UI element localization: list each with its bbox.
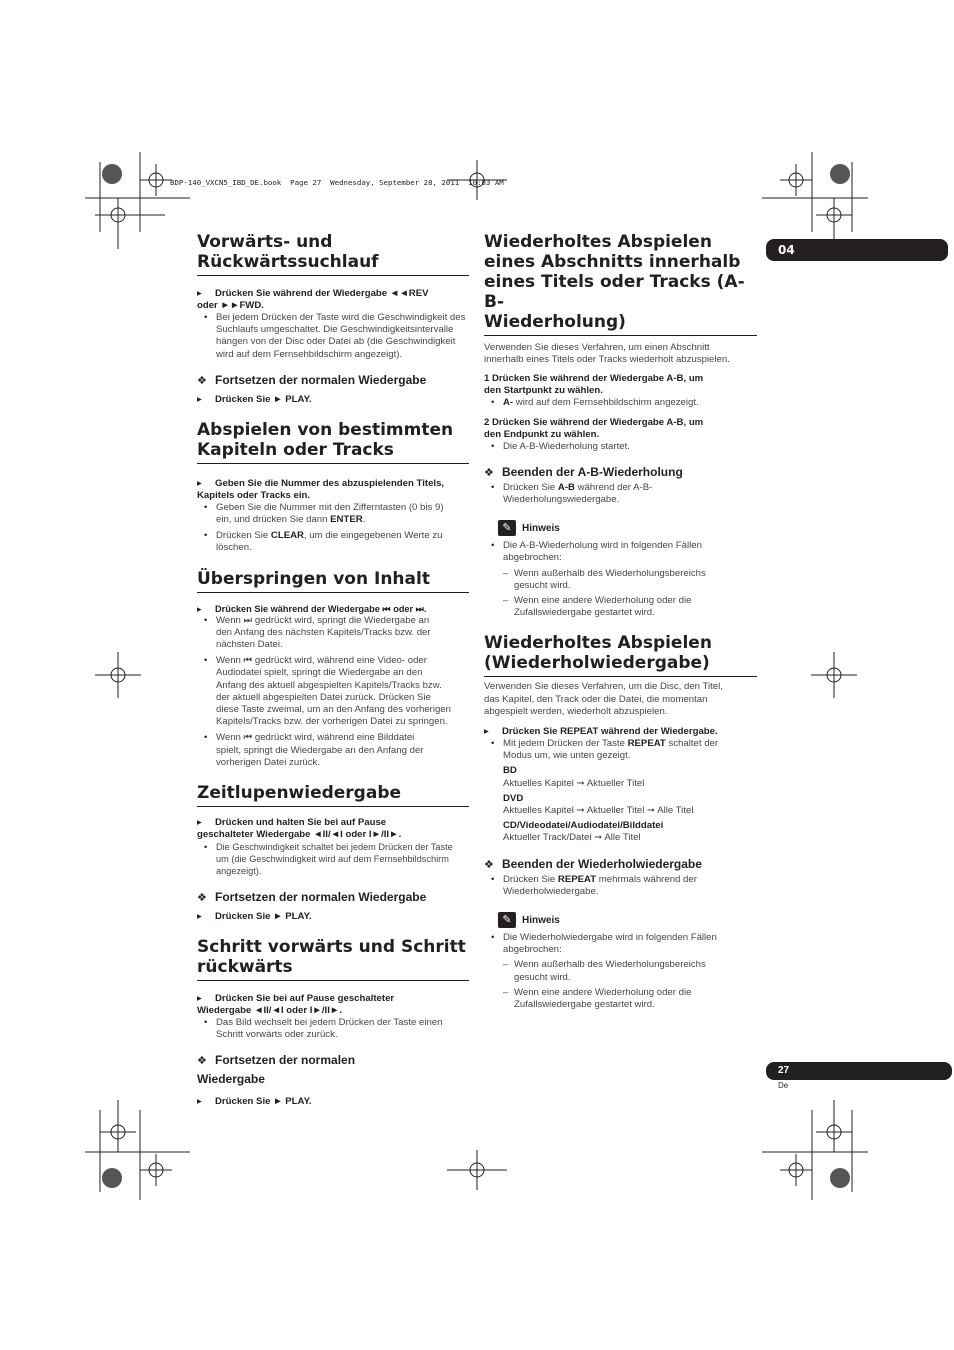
- step-cont: geschalteter Wiedergabe ◄II/◄I oder I►/II►.: [197, 829, 402, 841]
- subsection-title: ❖ Fortsetzen der normalen Wiedergabe: [197, 1053, 356, 1087]
- dash-item: – Wenn außerhalb des Wiederholungsbereichs gesucht wird.: [484, 959, 757, 983]
- step: ▸ Drücken Sie ► PLAY.: [197, 910, 312, 922]
- step: ▸ Drücken Sie ► PLAY.: [197, 1096, 312, 1108]
- step: ▸ Drücken und halten Sie bei auf Pause: [197, 817, 387, 829]
- mode-sequence: Aktuelles Kapitel ➞ Aktueller Titel: [503, 777, 645, 789]
- page-number: 27: [766, 1062, 952, 1080]
- mode-label: DVD: [503, 792, 524, 804]
- step-cont: oder ►►FWD.: [197, 300, 264, 311]
- step-cont: Wiedergabe ◄II/◄I oder I►/II►.: [197, 1004, 343, 1016]
- note-pencil-icon: ✎: [498, 912, 516, 928]
- left-column: [197, 232, 469, 1108]
- bullet: • Die Wiederholwiedergabe wird in folgenden Fällen abgebrochen:: [484, 932, 757, 956]
- note-pencil-icon: ✎: [498, 520, 516, 536]
- bullet: • Wenn ⏮ gedrückt wird, während eine Video- oder Audiodatei spielt, springt die Wiedergabe an den Anfang des aktuell abgespielten Kapitels/Tracks bzw. der aktuell abgespielten Datei zurück. Drücken Sie diese Taste zweimal, um an den Anfang des vorherigen Kapitels/Tracks bzw. der vorherigen Datei zu springen.: [197, 655, 469, 728]
- numbered-step: 2 Drücken Sie während der Wiedergabe A-B, um den Endpunkt zu wählen.: [484, 416, 704, 440]
- note-heading: ✎ Hinweis: [484, 912, 757, 928]
- section-title: Überspringen von Inhalt: [197, 569, 469, 593]
- step: ▸ Geben Sie die Nummer des abzuspielenden Titels,: [197, 477, 445, 489]
- section-title: Wiederholtes Abspielen (Wiederholwiedergabe): [484, 633, 757, 677]
- bullet: • Wenn ⏮ gedrückt wird, während eine Bilddatei spielt, springt die Wiedergabe an den Anfang der vorherigen Datei zurück.: [197, 732, 469, 769]
- mode-label: CD/Videodatei/Audiodatei/Bilddatei: [503, 820, 664, 832]
- mode-sequence: Aktuelles Kapitel ➞ Aktueller Titel ➞ Alle Titel: [503, 805, 694, 817]
- bullet: • Drücken Sie A-B während der A-B- Wiederholungswiedergabe.: [484, 482, 757, 506]
- bullet: • A- wird auf dem Fernsehbildschirm angezeigt.: [484, 397, 757, 409]
- step: ▸ Drücken Sie ► PLAY.: [197, 393, 312, 405]
- bullet: • Die Geschwindigkeit schaltet bei jedem Drücken der Taste um (die Geschwindigkeit wird auf dem Fernsehbildschirm angezeigt).: [197, 841, 469, 878]
- bullet: • Wenn ⏭ gedrückt wird, springt die Wiedergabe an den Anfang des nächsten Kapitels/Tracks bzw. der nächsten Datei.: [197, 615, 469, 652]
- dash-item: – Wenn außerhalb des Wiederholungsbereichs gesucht wird.: [484, 568, 757, 592]
- note-heading: ✎ Hinweis: [484, 520, 757, 536]
- section-title: Vorwärts- und Rückwärtssuchlauf: [197, 232, 469, 276]
- numbered-step: 1 Drücken Sie während der Wiedergabe A-B, um den Startpunkt zu wählen.: [484, 373, 704, 397]
- step-cont: Kapitels oder Tracks ein.: [197, 489, 311, 501]
- step: ▸ Drücken Sie REPEAT während der Wiedergabe.: [484, 726, 718, 738]
- bullet: • Drücken Sie CLEAR, um die eingegebenen Werte zu löschen.: [197, 530, 469, 554]
- bullet: • Mit jedem Drücken der Taste REPEAT schaltet der Modus um, wie unten gezeigt.: [484, 738, 757, 762]
- intro-text: Verwenden Sie dieses Verfahren, um einen Abschnitt innerhalb eines Titels oder Tracks wiederholt abzuspielen.: [484, 342, 730, 366]
- right-column: [484, 232, 757, 1011]
- subsection-title: ❖ Fortsetzen der normalen Wiedergabe: [197, 372, 427, 387]
- bullet: • Geben Sie die Nummer mit den Zifferntasten (0 bis 9) ein, und drücken Sie dann ENTER.: [197, 502, 469, 526]
- chapter-tab: 04: [766, 239, 948, 261]
- subsection-title: ❖ Beenden der A-B-Wiederholung: [484, 464, 683, 479]
- section-title: Abspielen von bestimmten Kapiteln oder Tracks: [197, 420, 469, 464]
- mode-label: BD: [503, 765, 517, 777]
- mode-sequence: Aktueller Track/Datei ➞ Alle Titel: [503, 832, 641, 844]
- bullet: • Das Bild wechselt bei jedem Drücken der Taste einen Schritt vorwärts oder zurück.: [197, 1017, 469, 1041]
- bullet: • Die A-B-Wiederholung startet.: [484, 441, 757, 453]
- step: ▸ Drücken Sie während der Wiedergabe ⏮ oder ⏭.: [197, 603, 427, 614]
- bullet: • Drücken Sie REPEAT mehrmals während der Wiederholwiedergabe.: [484, 874, 757, 898]
- subsection-title: ❖ Fortsetzen der normalen Wiedergabe: [197, 889, 427, 904]
- dash-item: – Wenn eine andere Wiederholung oder die Zufallswiedergabe gestartet wird.: [484, 595, 757, 619]
- step: ▸ Drücken Sie bei auf Pause geschalteter: [197, 992, 395, 1004]
- section-title: Wiederholtes Abspielen eines Abschnitts innerhalb eines Titels oder Tracks (A-B- Wiederholung): [484, 232, 757, 336]
- print-header: BDP-140_VXCN5_IBD_DE.book Page 27 Wednesday, September 28, 2011 10:03 AM: [170, 178, 504, 187]
- dash-item: – Wenn eine andere Wiederholung oder die Zufallswiedergabe gestartet wird.: [484, 987, 757, 1011]
- page-language: De: [778, 1081, 789, 1090]
- bullet: • Die A-B-Wiederholung wird in folgenden Fällen abgebrochen:: [484, 540, 757, 564]
- section-title: Schritt vorwärts und Schritt rückwärts: [197, 937, 469, 981]
- step: ▸ Drücken Sie während der Wiedergabe ◄◄REV: [197, 288, 429, 299]
- section-title: Zeitlupenwiedergabe: [197, 783, 469, 807]
- bullet: • Bei jedem Drücken der Taste wird die Geschwindigkeit des Suchlaufs umgeschaltet. Die Geschwindigkeitsintervalle hängen von der Disc oder Datei ab (die Geschwindigkeit wird auf dem Fernsehbildschirm angezeigt).: [197, 312, 469, 361]
- subsection-title: ❖ Beenden der Wiederholwiedergabe: [484, 856, 702, 871]
- intro-text: Verwenden Sie dieses Verfahren, um die Disc, den Titel, das Kapitel, den Track oder die Datei, die momentan abgespielt werden, wiederholt abzuspielen.: [484, 681, 723, 717]
